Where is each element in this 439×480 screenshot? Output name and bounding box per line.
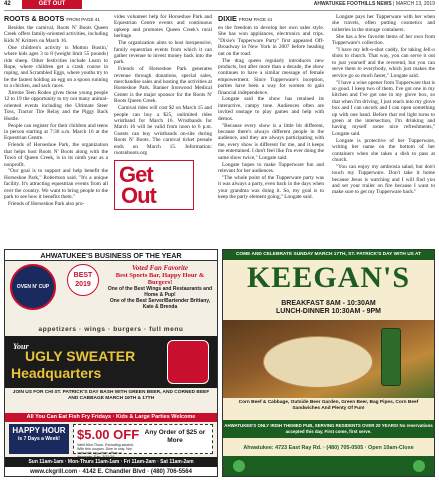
paragraph: The organization aims to host inexpensive, family equestrian events from which it can gather revenue to invest money back into the park. (114, 40, 212, 66)
paragraph: Friends of Horseshoe Park also pro- (8, 200, 85, 207)
paragraph: "I have a wine opener from Tupperware that is so good. I keep two of them. I've got one in my kitchen and I've got one in my glove box, so that when I'm driving, I just reach into my glove box and I can uncork and I can open something up with one hand. Before that red light turns to green at the intersection, I'm drinking and having myself some nice refreshments," Longate said. (332, 79, 435, 137)
restaurant-logo: OVEN N' CUP (10, 264, 56, 310)
promo-headline: Best Sports Bar, Happy Hour & Burgers! (115, 272, 205, 286)
pub-address[interactable]: Ahwatukee: 4723 East Ray Rd. · (480) 705-0505 · Open 10am-Close (243, 445, 414, 451)
ad-keegans[interactable] (222, 249, 435, 477)
logo-line-2: Out (121, 183, 156, 209)
food-offer: Corn Beef & Cabbage, Outside Beer Garden, Green Beer, Bag Pipes, Corn Beef Sandwiches And Plenty Of Fun! (238, 400, 419, 411)
paragraph: She has a few favorite items of her own from Tupperware's collection. (332, 33, 435, 47)
band-headquarters: Headquarters (11, 365, 102, 381)
paragraph: "The whole point of the Tupperware party was it was always a party, even back in the days when your grandma was doing it. So, my goal is to keep the party element going," Longate said. (218, 174, 324, 201)
paragraph: vides volunteer help for Horseshoe Park and Equestrian Centre events and continuous upkeep and promotes Queen Creek's rural heritage. (114, 14, 212, 40)
paragraph: Longate hopes to make Tupperware fun and relevant for her audiences. (218, 161, 324, 174)
menu-line: appetizers · wings · burgers · full menu (38, 326, 184, 333)
page-number: 42 (4, 1, 11, 7)
jump-label: FROM PAGE 41 (238, 17, 273, 22)
story-dixie-continued (332, 14, 435, 196)
website-address[interactable]: www.ckgrill.com · 4142 E. Chandler Blvd · (480) 706-5564 (5, 467, 217, 477)
jump-label: FROM PAGE 41 (66, 17, 100, 22)
food-photo (223, 320, 434, 398)
ad-invite: COME AND CELEBRATE SUNDAY MARCH 17TH, ST. PATRICK'S DAY WITH US AT (223, 250, 434, 260)
beer-glass-image (381, 328, 401, 386)
paragraph: People can register for their children and teens in person starting at 7:30 a.m. March 16 at the Equestrian Centre. (4, 122, 108, 142)
business-hours: Sun 11am-1am · Mon-Thurs 11am-1am · Fri 11am-2am · Sat 11am-2am (5, 457, 217, 467)
band-your: Your (13, 342, 29, 351)
ad-title: AHWATUKEE'S BUSINESS OF THE YEAR (5, 250, 217, 261)
publication-name: AHWATUKEE FOOTHILLS NEWS (313, 1, 392, 7)
shamrock-icon (413, 460, 425, 472)
plate-image (263, 336, 373, 388)
get-out-logo (114, 160, 194, 210)
breakfast-hours: BREAKFAST 8AM - 10:30AM (281, 300, 376, 307)
paragraph: Friends of Horseshoe Park generates revenue through donations, special sales, merchandise sales and hosting the activities at Horseshoe Park. Banner Ironwood Medical Center is the major sponsor for the Roots N' Boots Queen Creek. (114, 66, 212, 105)
story-roots-boots (4, 14, 108, 208)
band-ugly: UGLY SWEATER (25, 348, 136, 364)
st-patricks-invite: JOIN US FOR CHI ST. PATRICK'S DAY BASH WITH GREEN BEER, AND CORNED BEEF AND CABBAGE MARCH 16TH & 17TH (12, 390, 210, 401)
issue-date: MARCH 13, 2019 (395, 1, 435, 7)
story-headline (4, 14, 108, 23)
promo-detail: One of the Best Wings and Restaurants and Home & Pup! (107, 286, 213, 298)
headline-text: DIXIE (218, 14, 237, 23)
paragraph: Longate is protective of her Tupperware, writing her name on the bottom of her containers when she takes a dish to pass at church. (332, 137, 435, 163)
lunch-dinner-hours: LUNCH-DINNER 10:30AM - 9PM (275, 308, 381, 315)
pub-name: KEEGAN'S (246, 261, 411, 294)
paragraph: "I have my left-o-shot caddy, for taking Jell-o shots to church. That way, you can serve it out to just yourself and the reverend, but you can serve them to everybody, which just makes the service go so much faster," Longate said. (332, 47, 435, 79)
shamrock-strip (223, 456, 434, 476)
paragraph: Longate said the show has retained its interactive, campy tone. Audiences often are invited onstage to play games and help with demos. (218, 96, 324, 122)
fish-fry-banner: All You Can Eat Fish Fry Fridays · Kids & Large Parties Welcome (5, 413, 217, 422)
paragraph: en the freedom to develop her own sales style. She has won appliances, electronics and trips. "Dixie's Tupperware Party" first appeared Off-Broadway in New York in 2007 before heading out on the road. (218, 25, 324, 57)
coupon-amount: $5.00 OFF (77, 427, 140, 442)
sweater-band (5, 336, 217, 388)
coupon[interactable] (73, 424, 213, 454)
paragraph: Friends of Horseshoe Park, the organization that helps host Roots N' Boots along with the Town of Queen Creek, is in its ninth year as a nonprofit. (4, 142, 108, 168)
pub-description: AHWATUKEE'S ONLY IRISH THEMED PUB, SERVING RESIDENTS OVER 20 YEARS! No reservations accepted this day. First come, first serve. (223, 420, 434, 438)
paragraph: Longate pays her Tupperware with her when she travels, often putting cosmetics and toiletries in the storage containers. (332, 14, 435, 33)
promo-detail: One of the Best Server/Bartender Brittany, Kate & Brenda (109, 298, 211, 310)
paragraph: "Because every show is a little bit different, because there's always different people in the audience, and they are always participating with me, every show is different for me, and it keeps me entertained. I don't feel like I'm ever doing the same show twice," Longate said. (218, 122, 324, 161)
coupon-fine-print: Valid Mon-Thurs. Excluding alcohol. With this coupon. Dine in only. Not valid with any other offers or (77, 443, 135, 455)
header-rule (4, 10, 435, 11)
paragraph: Besides the carnival, Roots N' Boots Queen Creek offers family-oriented activities, including Kids N' Kritters on March 16. (4, 25, 108, 44)
promo-block (105, 264, 215, 310)
promo-script: Voted Fan Favorite (131, 264, 188, 272)
happy-hour-box (9, 424, 69, 454)
paragraph: "Our goal is to support and help benefit the Horseshoe Park," Robertson said. "It's a unique facility. It's attracting equestrian events from all over the country. We want to bring people to the park to see how it benefits them." (4, 168, 108, 201)
publication-line: AHWATUKEE FOOTHILLS NEWS | MARCH 13, 2019 (313, 1, 435, 7)
story-headline (218, 14, 324, 23)
paragraph: "You can enjoy my ambrosia salad, but don't touch my Tupperware. Don't take it home because Jesus is watching and I will find you and set your trailer on fire because I want to make sure to get my Tupperware back." (332, 163, 435, 196)
sweater-icon (167, 340, 209, 384)
happy-hour-title: HAPPY HOUR (12, 426, 66, 435)
ad-business-of-the-year[interactable] (4, 249, 218, 477)
section-tag: GET OUT (22, 0, 82, 9)
headline-text: ROOTS & BOOTS (4, 14, 65, 23)
shamrock-icon (233, 460, 245, 472)
story-dixie (218, 14, 324, 201)
story-roots-boots-continued (114, 14, 212, 210)
paragraph: Carnival rides will cost $2 on March 15 and people can buy a $25, unlimited rides wristband for March 16. Wristbands for March 16 will be valid from noon to 6 p.m. Guests can buy wristbands on-site during Roots N' Boots. The carnival ticket presale ends on March 15. Information: rootsnboots.org (114, 105, 212, 157)
best-of-badge: BEST 2019 (67, 264, 99, 296)
page-header (0, 0, 439, 12)
paragraph: Xtreme Teen Rodeo gives those young people 12 to 19 the opportunity to try out many animal-oriented events including the Ultimate Steer Toss, Tractor Tire Relay and the Piggy Back Hustle. (4, 90, 108, 122)
paragraph: The drag queen regularly introduces new products, but after more than a decade, the show continues to have a similar message of female empowerment. Since Tupperware's inception, parties have been a way for women to gain financial independence. (218, 57, 324, 96)
logo-line-1: Get (119, 162, 153, 188)
paragraph: One children's activity is Mutton Bustin,' where kids ages 3 to 8 (weight limit 55 pounds) ride sheep. Other festivities include Learn to Rope, where children get a crash course in roping, and Scrambled Eggs, where youths try to be the fastest holding an egg on a spoon running to a chicken, and sack races. (4, 44, 108, 90)
happy-hour-days: is 7 Days a Week! (18, 436, 60, 442)
coupon-condition: Any Order of $25 or More (144, 429, 206, 444)
